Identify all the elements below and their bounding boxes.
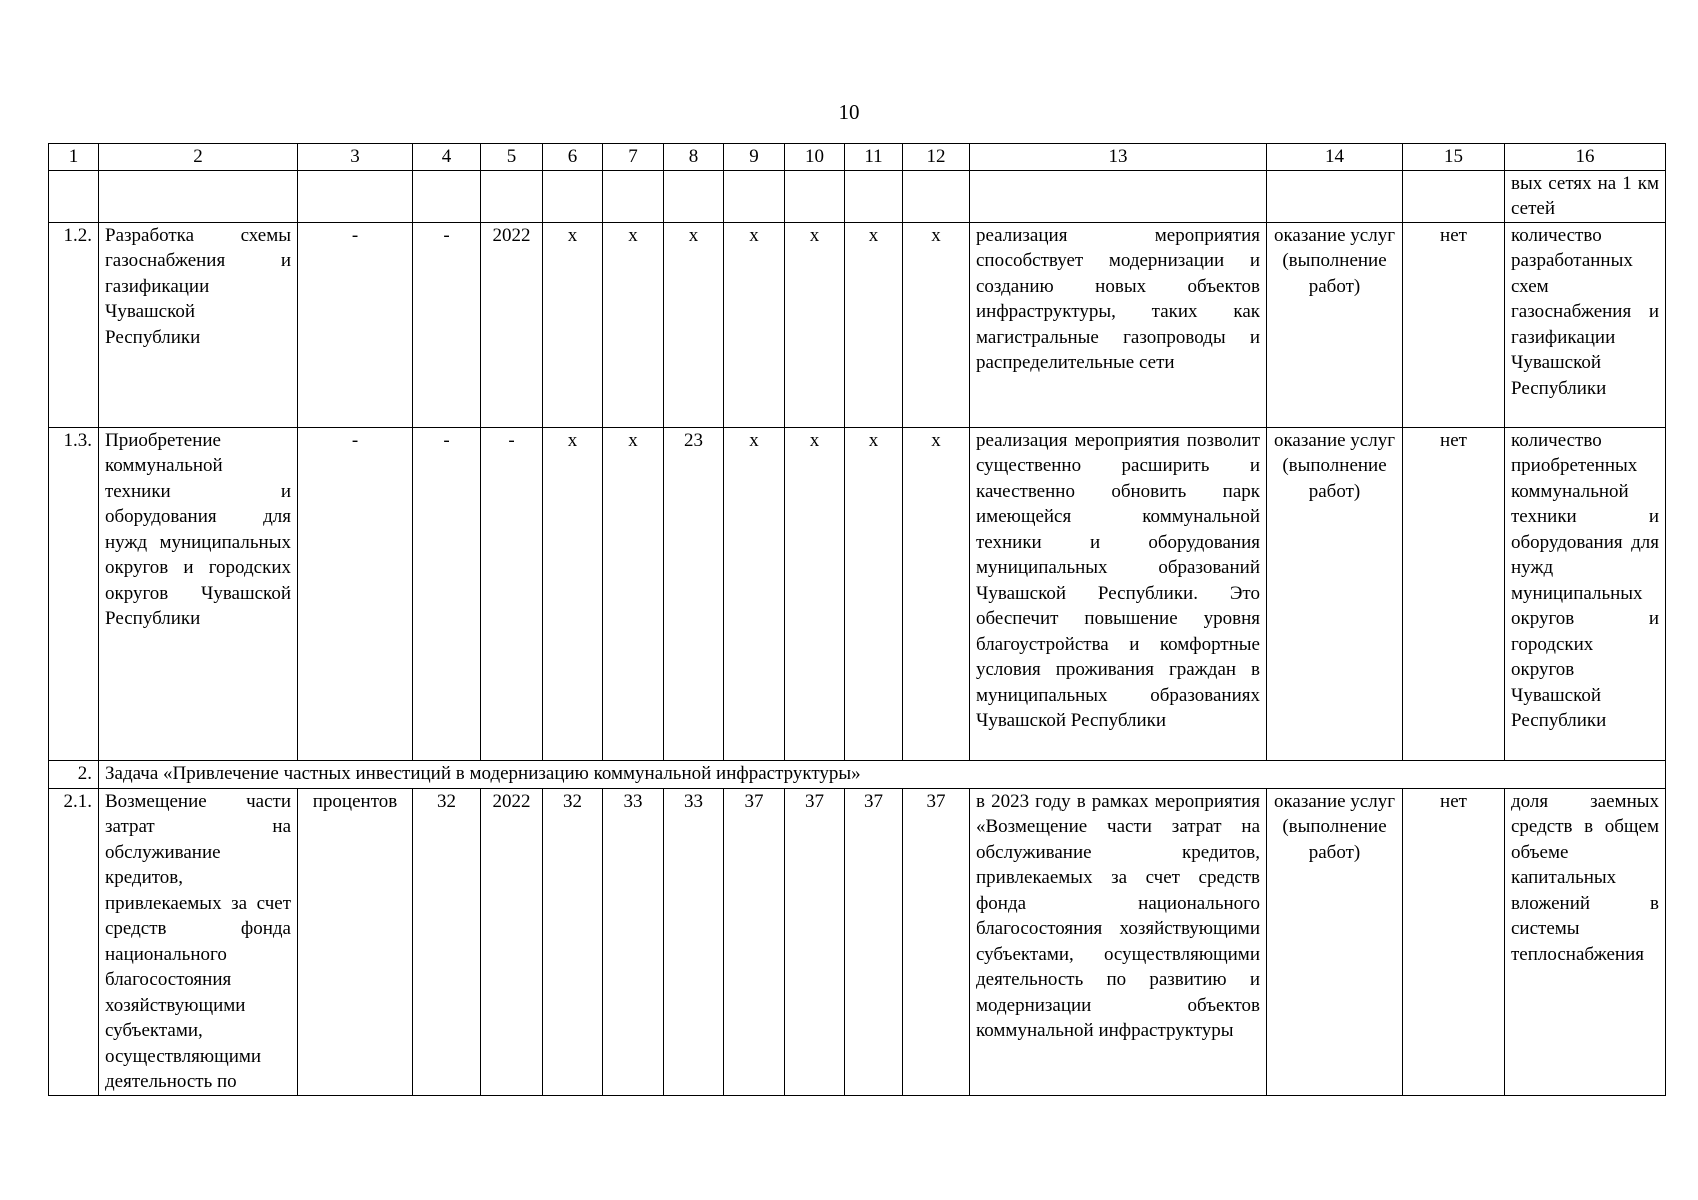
value-cell: 37: [903, 788, 970, 1095]
value-cell: х: [603, 427, 664, 760]
table-row: [49, 788, 1666, 1095]
value-cell: х: [845, 427, 903, 760]
value-cell: х: [543, 222, 603, 427]
value-cell: 37: [785, 788, 845, 1095]
type-cell: оказание услуг (выполнение работ): [1267, 427, 1403, 760]
value-cell: 33: [603, 788, 664, 1095]
value-cell: х: [543, 427, 603, 760]
value-cell: х: [785, 427, 845, 760]
value-cell: х: [603, 222, 664, 427]
table-row: [49, 222, 1666, 427]
row-number: 1.2.: [49, 222, 99, 427]
value-cell: 37: [845, 788, 903, 1095]
value-cell: х: [903, 222, 970, 427]
column-number-row: [49, 144, 1666, 171]
row-number: 2.1.: [49, 788, 99, 1095]
column-number: 9: [724, 144, 785, 171]
column-number: 10: [785, 144, 845, 171]
justification-cell: в 2023 году в рамках мероприятия «Возмещение части затрат на обслуживание кредитов, привлекаемых за счет средств фонда национального благосостояния хозяйствующими субъектами, осуществляющими деятельность по развитию и модернизации объектов коммунальной инфраструктуры: [970, 788, 1267, 1095]
indicator-cell: вых сетях на 1 км сетей: [1505, 170, 1666, 222]
value-cell: 32: [543, 788, 603, 1095]
column-number: 3: [298, 144, 413, 171]
column-number: 15: [1403, 144, 1505, 171]
column-number: 8: [664, 144, 724, 171]
justification-cell: реализация мероприятия способствует модернизации и созданию новых объектов инфраструктуры, таких как магистральные газопроводы и распределительные сети: [970, 222, 1267, 427]
table-row: [49, 427, 1666, 760]
measure-name: Возмещение части затрат на обслуживание кредитов, привлекаемых за счет средств фонда национального благосостояния хозяйствующими субъектами, осуществляющими деятельность по: [99, 788, 298, 1095]
unit-cell: -: [298, 222, 413, 427]
value-cell: х: [903, 427, 970, 760]
flag-cell: нет: [1403, 222, 1505, 427]
base-value-cell: 32: [413, 788, 481, 1095]
unit-cell: -: [298, 427, 413, 760]
type-cell: оказание услуг (выполнение работ): [1267, 788, 1403, 1095]
measure-name: Приобретение коммунальной техники и оборудования для нужд муниципальных округов и городских округов Чувашской Республики: [99, 427, 298, 760]
justification-cell: реализация мероприятия позволит существенно расширить и качественно обновить парк имеющейся коммунальной техники и оборудования муниципальных образований Чувашской Республики. Это обеспечит повышение уровня благоустройства и комфортные условия проживания граждан в муниципальных образованиях Чувашской Республики: [970, 427, 1267, 760]
row-number: 1.3.: [49, 427, 99, 760]
row-number: 2.: [49, 760, 99, 788]
measure-name: Разработка схемы газоснабжения и газификации Чувашской Республики: [99, 222, 298, 427]
value-cell: х: [724, 427, 785, 760]
unit-cell: процентов: [298, 788, 413, 1095]
value-cell: 37: [724, 788, 785, 1095]
column-number: 13: [970, 144, 1267, 171]
column-number: 14: [1267, 144, 1403, 171]
continuation-row: [49, 170, 1666, 222]
measures-table: [48, 143, 1666, 1096]
base-value-cell: -: [413, 222, 481, 427]
year-cell: 2022: [481, 788, 543, 1095]
year-cell: -: [481, 427, 543, 760]
indicator-cell: количество приобретенных коммунальной техники и оборудования для нужд муниципальных округов и городских округов Чувашской Республики: [1505, 427, 1666, 760]
flag-cell: нет: [1403, 427, 1505, 760]
value-cell: х: [845, 222, 903, 427]
column-number: 1: [49, 144, 99, 171]
column-number: 5: [481, 144, 543, 171]
task-title: Задача «Привлечение частных инвестиций в модернизацию коммунальной инфраструктуры»: [99, 760, 1666, 788]
column-number: 2: [99, 144, 298, 171]
base-value-cell: -: [413, 427, 481, 760]
type-cell: оказание услуг (выполнение работ): [1267, 222, 1403, 427]
year-cell: 2022: [481, 222, 543, 427]
flag-cell: нет: [1403, 788, 1505, 1095]
value-cell: х: [785, 222, 845, 427]
column-number: 16: [1505, 144, 1666, 171]
indicator-cell: доля заемных средств в общем объеме капитальных вложений в системы теплоснабжения: [1505, 788, 1666, 1095]
column-number: 4: [413, 144, 481, 171]
column-number: 6: [543, 144, 603, 171]
indicator-cell: количество разработанных схем газоснабжения и газификации Чувашской Республики: [1505, 222, 1666, 427]
task-row: [49, 760, 1666, 788]
value-cell: 23: [664, 427, 724, 760]
value-cell: х: [724, 222, 785, 427]
value-cell: 33: [664, 788, 724, 1095]
column-number: 12: [903, 144, 970, 171]
column-number: 11: [845, 144, 903, 171]
value-cell: х: [664, 222, 724, 427]
page-number: 10: [838, 100, 860, 124]
column-number: 7: [603, 144, 664, 171]
